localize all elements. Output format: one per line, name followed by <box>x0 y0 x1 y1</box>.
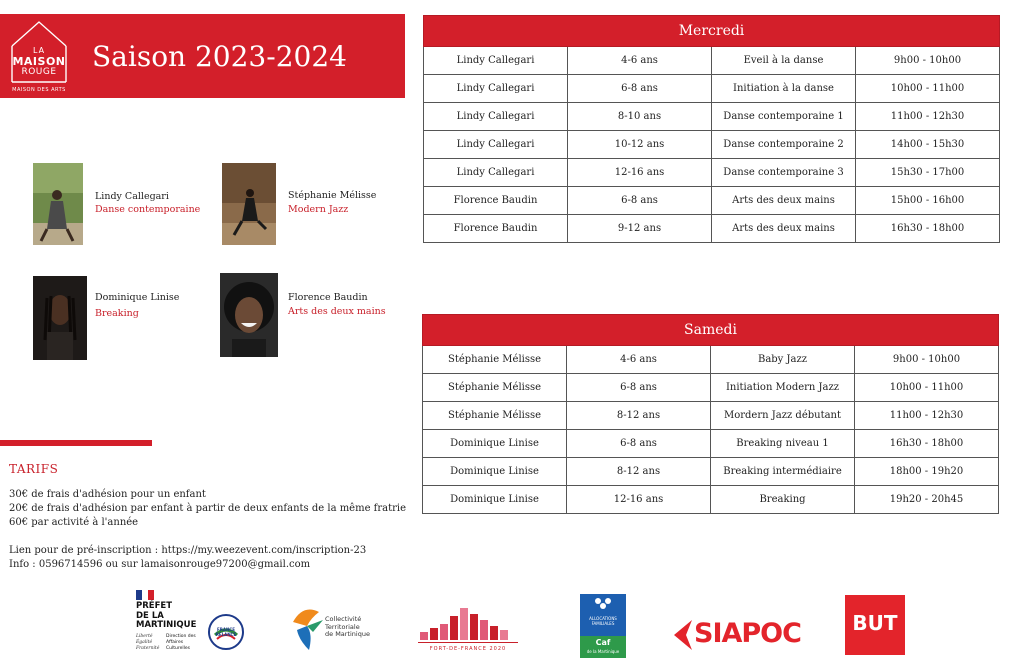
fort-de-france-logo <box>418 604 518 654</box>
activity-cell: Mordern Jazz débutant <box>711 402 855 430</box>
schedule-row <box>424 215 1000 243</box>
family-icon <box>593 597 613 613</box>
schedule-samedi <box>422 314 999 514</box>
teacher-discipline: Danse contemporaine <box>95 204 201 215</box>
teacher-discipline: Breaking <box>95 308 139 319</box>
activity-cell: Arts des deux mains <box>712 215 856 243</box>
prefet-line-1: PRÉFET <box>136 601 172 611</box>
tarif-line: 20€ de frais d'adhésion par enfant à partir de deux enfants de la même fratrie <box>9 503 407 514</box>
teacher-name: Lindy Callegari <box>95 191 169 202</box>
teacher-name: Stéphanie Mélisse <box>288 190 377 201</box>
time-cell: 10h00 - 11h00 <box>856 75 1000 103</box>
age-cell: 6-8 ans <box>567 374 711 402</box>
activity-cell: Danse contemporaine 2 <box>712 131 856 159</box>
siapoc-label: SIAPOC <box>694 618 801 649</box>
teacher-photo-florence <box>220 273 278 357</box>
tarifs-title: TARIFS <box>9 462 59 476</box>
schedule-row <box>424 75 1000 103</box>
schedule-row <box>424 103 1000 131</box>
time-cell: 16h30 - 18h00 <box>856 215 1000 243</box>
time-cell: 15h00 - 16h00 <box>856 187 1000 215</box>
time-cell: 14h00 - 15h30 <box>856 131 1000 159</box>
age-cell: 9-12 ans <box>568 215 712 243</box>
teacher-cell: Stéphanie Mélisse <box>423 346 567 374</box>
activity-cell: Baby Jazz <box>711 346 855 374</box>
teacher-cell: Lindy Callegari <box>424 131 568 159</box>
prefet-line-2: DE LA <box>136 610 164 621</box>
age-cell: 12-16 ans <box>567 486 711 514</box>
teacher-photo-lindy <box>33 163 83 245</box>
age-cell: 8-10 ans <box>568 103 712 131</box>
teacher-cell: Florence Baudin <box>424 215 568 243</box>
teacher-discipline: Arts des deux mains <box>288 306 386 317</box>
age-cell: 8-12 ans <box>567 458 711 486</box>
logo-line-3: ROUGE <box>21 67 57 77</box>
tarif-line: 30€ de frais d'adhésion pour un enfant <box>9 489 206 500</box>
logo-line-2: MAISON <box>12 55 66 68</box>
french-flag-icon <box>136 590 154 600</box>
activity-cell: Eveil à la danse <box>712 47 856 75</box>
time-cell: 9h00 - 10h00 <box>855 346 999 374</box>
prefet-logo <box>136 590 206 654</box>
teacher-cell: Stéphanie Mélisse <box>423 402 567 430</box>
caf-bottom-sub: de la Martinique <box>586 649 620 654</box>
schedule-row <box>423 458 999 486</box>
time-cell: 19h20 - 20h45 <box>855 486 999 514</box>
teacher-cell: Florence Baudin <box>424 187 568 215</box>
activity-cell: Initiation à la danse <box>712 75 856 103</box>
activity-cell: Breaking <box>711 486 855 514</box>
teacher-cell: Stéphanie Mélisse <box>423 374 567 402</box>
arrow-icon <box>672 618 694 652</box>
contact-info: Info : 0596714596 ou sur lamaisonrouge97200@gmail.com <box>9 559 311 570</box>
registration-link[interactable]: Lien pour de pré-inscription : https://my.weezevent.com/inscription-23 <box>9 545 367 556</box>
teacher-cell: Lindy Callegari <box>424 103 568 131</box>
schedule-row <box>423 430 999 458</box>
age-cell: 4-6 ans <box>568 47 712 75</box>
activity-cell: Initiation Modern Jazz <box>711 374 855 402</box>
schedule-row <box>424 159 1000 187</box>
age-cell: 6-8 ans <box>567 430 711 458</box>
time-cell: 11h00 - 12h30 <box>856 103 1000 131</box>
prefet-dept: Direction des Affaires Culturelles <box>166 634 196 651</box>
france-relance-logo <box>207 613 245 651</box>
teacher-cell: Lindy Callegari <box>424 47 568 75</box>
day-header: Mercredi <box>424 16 1000 47</box>
page-title: Saison 2023-2024 <box>92 40 347 73</box>
teacher-cell: Lindy Callegari <box>424 75 568 103</box>
tarif-line: 60€ par activité à l'année <box>9 517 139 528</box>
age-cell: 10-12 ans <box>568 131 712 159</box>
schedule-row <box>424 131 1000 159</box>
activity-cell: Danse contemporaine 3 <box>712 159 856 187</box>
schedule-mercredi <box>423 15 1000 243</box>
logo-line-1: LA <box>32 46 46 55</box>
teacher-name: Florence Baudin <box>288 292 368 303</box>
age-cell: 8-12 ans <box>567 402 711 430</box>
caf-top-label: ALLOCATIONS FAMILIALES <box>589 616 617 626</box>
age-cell: 6-8 ans <box>568 75 712 103</box>
time-cell: 15h30 - 17h00 <box>856 159 1000 187</box>
time-cell: 18h00 - 19h20 <box>855 458 999 486</box>
teacher-photo-dominique <box>33 276 87 360</box>
prefet-motto: Liberté Égalité Fraternité <box>136 634 160 651</box>
teacher-name: Dominique Linise <box>95 292 180 303</box>
teacher-cell: Lindy Callegari <box>424 159 568 187</box>
age-cell: 4-6 ans <box>567 346 711 374</box>
teacher-cell: Dominique Linise <box>423 458 567 486</box>
schedule-row <box>423 486 999 514</box>
time-cell: 10h00 - 11h00 <box>855 374 999 402</box>
time-cell: 16h30 - 18h00 <box>855 430 999 458</box>
but-label: BUT <box>852 611 898 635</box>
activity-cell: Arts des deux mains <box>712 187 856 215</box>
ctm-line-3: de Martinique <box>325 630 370 638</box>
activity-cell: Breaking intermédiaire <box>711 458 855 486</box>
schedule-row <box>424 47 1000 75</box>
ctm-line-1: Collectivité <box>325 615 362 623</box>
activity-cell: Danse contemporaine 1 <box>712 103 856 131</box>
but-logo <box>845 595 905 655</box>
ctm-logo <box>289 604 375 654</box>
age-cell: 6-8 ans <box>568 187 712 215</box>
teacher-discipline: Modern Jazz <box>288 204 349 215</box>
section-divider <box>0 440 152 446</box>
maison-rouge-logo <box>8 18 70 96</box>
ctm-line-2: Territoriale <box>325 622 360 631</box>
time-cell: 11h00 - 12h30 <box>855 402 999 430</box>
caf-logo <box>580 594 626 658</box>
schedule-row <box>423 402 999 430</box>
schedule-row <box>423 346 999 374</box>
bird-icon <box>289 604 329 654</box>
logo-line-4: MAISON DES ARTS <box>12 87 66 93</box>
day-header: Samedi <box>423 315 999 346</box>
caf-bottom-label: Caf <box>595 638 611 647</box>
france-relance-label: FRANCE RELANCE <box>215 627 237 637</box>
teacher-photo-stephanie <box>222 163 276 245</box>
activity-cell: Breaking niveau 1 <box>711 430 855 458</box>
prefet-line-3: MARTINIQUE <box>136 620 197 630</box>
siapoc-logo <box>672 618 812 652</box>
time-cell: 9h00 - 10h00 <box>856 47 1000 75</box>
schedule-row <box>423 374 999 402</box>
teacher-cell: Dominique Linise <box>423 486 567 514</box>
fdf-label: FORT-DE-FRANCE 2020 <box>429 646 507 652</box>
age-cell: 12-16 ans <box>568 159 712 187</box>
teacher-cell: Dominique Linise <box>423 430 567 458</box>
schedule-row <box>424 187 1000 215</box>
